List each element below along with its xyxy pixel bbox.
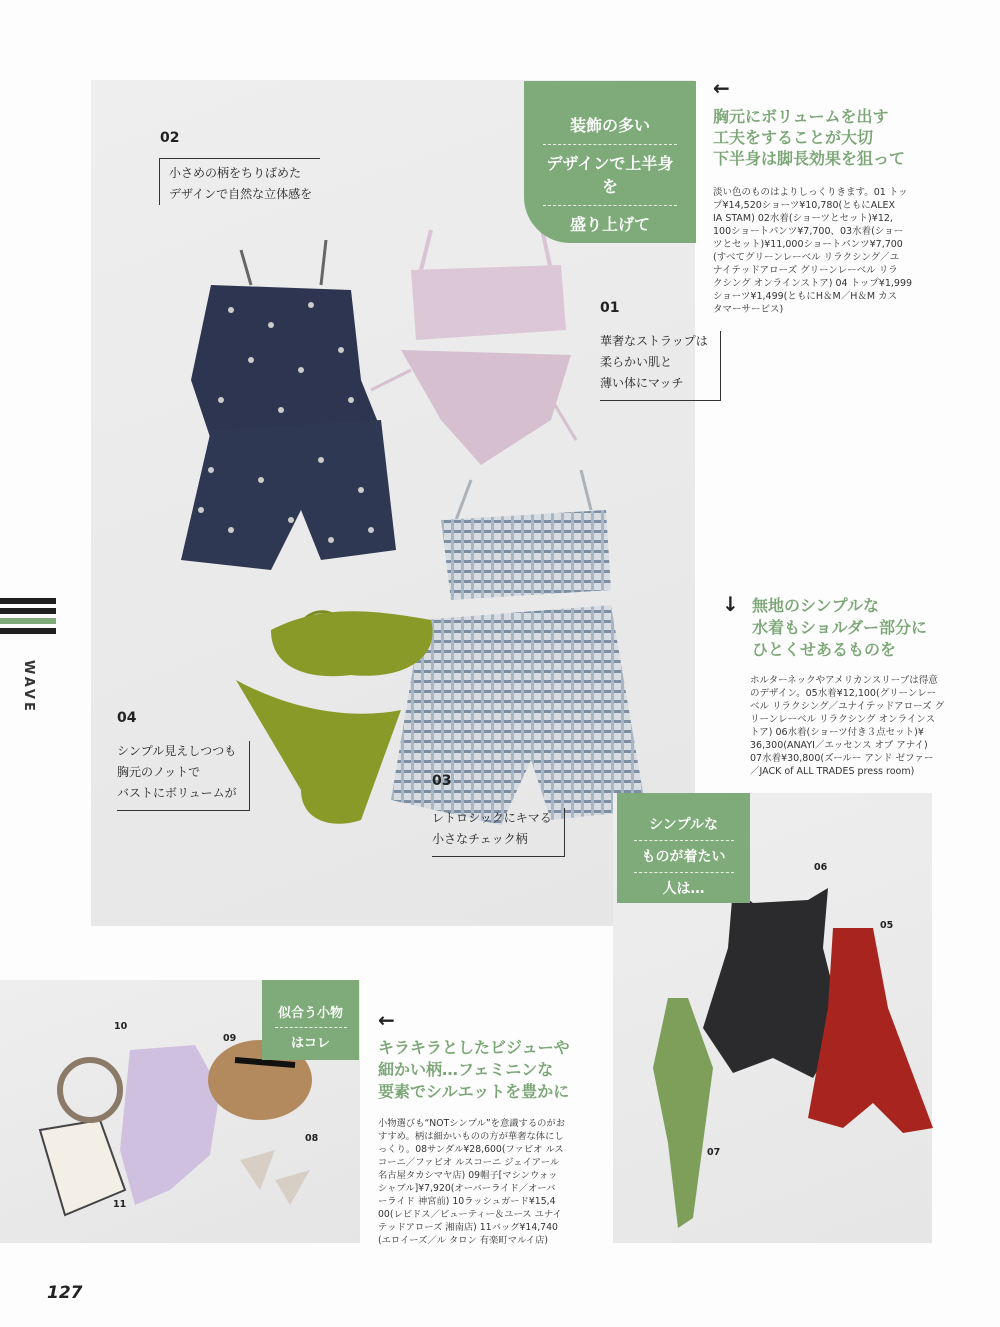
item-number: 06 <box>814 862 828 873</box>
simple-title-line: シンプルな <box>634 809 734 841</box>
page-number: 127 <box>47 1283 83 1303</box>
item-caption: 小さめの柄をちりばめた デザインで自然な立体感を <box>159 158 320 205</box>
accessories-title-box <box>262 980 359 1060</box>
accessories-title-line: はコレ <box>290 1036 330 1051</box>
main-body-text: 淡い色のものはよりしっくりきます。01 トッ プ¥14,520ショーツ¥10,780(ともにALEX IA STAM) 02水着(ショーツとセット)¥12, 100ショートパンツ¥7,700、03水着(ショー ツとセット)¥11,000ショートパンツ¥7,700 (すべてグリーンレーベル リラクシング／ユ ナイテッドアローズ グリーンレーベル リラ クシング オンラインストア) 04 トップ¥1,999 ショーツ¥1,499(ともにH＆M／H＆M カス タマーサービス) <box>713 187 913 315</box>
item-number: 11 <box>113 1199 127 1210</box>
accessories-title-line: 似合う小物 <box>275 998 347 1028</box>
item-number: 01 <box>600 300 620 316</box>
accessories-image <box>20 1030 320 1240</box>
item-caption: シンプル見えしつつも 胸元のノットで バストにボリュームが <box>117 741 250 811</box>
item-number: 03 <box>432 773 452 789</box>
section-stripes <box>0 598 56 638</box>
simple-heading: 無地のシンプルな 水着もショルダー部分に ひとくせあるものを <box>752 596 928 659</box>
item-caption: 華奢なストラップは 柔らかい肌と 薄い体にマッチ <box>600 331 721 401</box>
section-label: WAVE <box>21 660 36 714</box>
item-caption: レトロシックにキマる 小さなチェック柄 <box>432 808 565 857</box>
olive-bikini-image <box>231 600 461 830</box>
simple-swimsuits-image <box>633 888 933 1238</box>
main-heading: 胸元にボリュームを出す 工夫をすることが大切 下半身は脚長効果を狙って <box>713 107 906 168</box>
main-title-line: 装飾の多い <box>543 107 677 145</box>
simple-body-text: ホルターネックやアメリカンスリーブは得意 のデザイン。05水着¥12,100(グリーンレー ベル リラクシング／ユナイテッドアローズ グ リーンレーベル リラクシング オンラインス トア) 06水着(ショーツ付き３点セット)¥ 36,300(ANAYI／エッセンス オブ アナイ) 07水着¥30,800(ズールー アンド ゼファー ／JACK of ALL TRADES press room) <box>750 675 945 777</box>
arrow-left-icon: ← <box>713 76 730 100</box>
item-number: 04 <box>117 710 137 726</box>
item-number: 10 <box>114 1021 128 1032</box>
item-number: 08 <box>305 1133 319 1144</box>
item-number: 07 <box>707 1147 721 1158</box>
item-number: 09 <box>223 1033 237 1044</box>
main-title-line: デザインで上半身を <box>543 145 677 206</box>
accessories-body-text: 小物選びも“NOTシンプル”を意識するのがお すすめ。柄は細かいものの方が華奢な体にし っくり。08サンダル¥28,600(ファビオ ルス コーニ／ファビオ ルスコーニ ジェイアール 名古屋タカシマヤ店) 09帽子[マシンウォッ シャブル]¥7,920(オーバーライド／オーバ ーライド 神宮前) 10ラッシュガード¥15,4 00(レビドス／ビューティー＆ユース ユナイ テッドアローズ 湘南店) 11バッグ¥14,740 (エロイーズ／ル タロン 有楽町マルイ店) <box>378 1118 566 1246</box>
arrow-left-icon: ← <box>378 1008 395 1032</box>
main-title-line: 盛り上げて <box>569 215 650 234</box>
simple-title-line: ものが着たい <box>634 841 734 873</box>
simple-title-line: 人は… <box>662 881 705 897</box>
item-number: 05 <box>880 920 894 931</box>
accessories-heading: キラキラとしたビジューや 細かい柄…フェミニンな 要素でシルエットを豊かに <box>378 1038 570 1101</box>
simple-title-box <box>617 793 750 903</box>
item-number: 02 <box>160 130 180 146</box>
main-title-box <box>524 81 696 243</box>
arrow-down-icon: ↓ <box>722 592 739 616</box>
